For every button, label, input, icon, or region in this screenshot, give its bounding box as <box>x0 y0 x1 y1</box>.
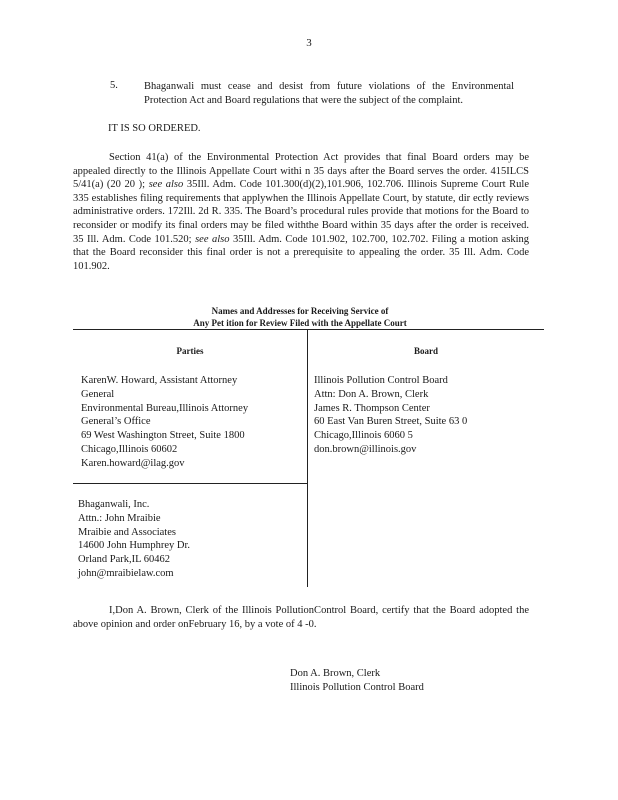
email-address: john@mraibielaw.com <box>78 567 174 579</box>
address-line: Chicago,Illinois 6060 5 <box>314 430 413 442</box>
signature-block <box>290 667 424 695</box>
address-line: 14600 John Humphrey Dr. <box>78 540 190 552</box>
board-column-header: Board <box>413 346 438 356</box>
address-line: Attn: Don A. Brown, Clerk <box>314 388 429 400</box>
address-line: Orland Park,IL 60462 <box>78 554 171 566</box>
email-address: don.brown@illinois.gov <box>314 443 417 455</box>
table-top-border <box>73 329 544 330</box>
appeal-text-part1: Section 41(a) of the Environmental Protection Act provides that final Board orders may be appealed directly to the Illinois Appellate Court withi n 35 days after the Board serves the order. 415ILCS 5/41(a) (20 20 ); <box>73 152 529 191</box>
table-party-divider <box>73 483 307 484</box>
address-line: 69 West Washington Street, Suite 1800 <box>81 430 245 442</box>
address-line: Illinois Pollution Control Board <box>314 375 448 386</box>
order-item-text: Bhaganwali must cease and desist from future violations of the Environmental Protection Act and Board regulations that were the subject of the complaint. <box>144 81 514 106</box>
board-address <box>314 374 540 457</box>
clerk-certification <box>73 604 529 632</box>
signer-name: Don A. Brown, Clerk <box>290 668 381 679</box>
address-line: Chicago,Illinois 60602 <box>81 443 178 455</box>
appeal-text-part3: 35Ill. Adm. Code 101.902, 102.700, 102.702. Filing a motion asking that the Board reconsider this final order is not a prerequisite to appealing the order. 35 Ill. Adm. Code 101.902. <box>73 233 530 272</box>
so-ordered-heading: IT IS SO ORDERED. <box>108 123 201 134</box>
address-line: General’s Office <box>81 416 151 428</box>
address-line: Mraibie and Associates <box>78 526 176 538</box>
service-table-title <box>110 305 490 329</box>
signer-organization: Illinois Pollution Control Board <box>290 682 424 693</box>
address-line: 60 East Van Buren Street, Suite 63 0 <box>314 416 468 428</box>
address-line: Attn.: John Mraibie <box>78 512 161 524</box>
see-also-citation: see also <box>148 179 184 191</box>
email-address: Karen.howard@ilag.gov <box>81 457 185 469</box>
certification-text: I,Don A. Brown, Clerk of the Illinois PollutionControl Board, certify that the Board adopted the above opinion and order onFebruary 16, by a vote of 4 -0. <box>73 605 529 630</box>
address-line: General <box>81 388 115 400</box>
appeal-text-part2: 35Ill. Adm. Code 101.300(d)(2),101.906, 102.706. Illinois Supreme Court Rule 335 establishes filing requirements that applywhen the Illinois Appellate Court, by statute, dir ectly reviews administrative orders. 172Ill. 2d R. 335. The Board’s procedural rules provide that motions for the Board to reconsider or modify its final orders may be filed withthe Board within 35 days after the order is received. 35 Ill. Adm. Code 101.520; <box>73 179 530 245</box>
address-line: Environmental Bureau,Illinois Attorney <box>81 402 249 414</box>
parties-column-header: Parties <box>176 346 204 356</box>
order-item-number: 5. <box>110 80 118 91</box>
appeal-paragraph <box>73 151 529 273</box>
address-line: Bhaganwali, Inc. <box>78 499 150 510</box>
address-line: KarenW. Howard, Assistant Attorney <box>81 375 238 386</box>
address-line: James R. Thompson Center <box>314 402 430 414</box>
page-number: 3 <box>306 37 312 49</box>
see-also-citation: see also <box>195 233 230 245</box>
service-table-title-line1: Names and Addresses for Receiving Service of <box>211 306 389 316</box>
table-column-divider <box>307 329 308 587</box>
party-attorney-general-address <box>81 374 303 471</box>
party-respondent-address <box>78 498 300 581</box>
service-table-title-line2: Any Pet ition for Review Filed with the Appellate Court <box>193 318 407 328</box>
